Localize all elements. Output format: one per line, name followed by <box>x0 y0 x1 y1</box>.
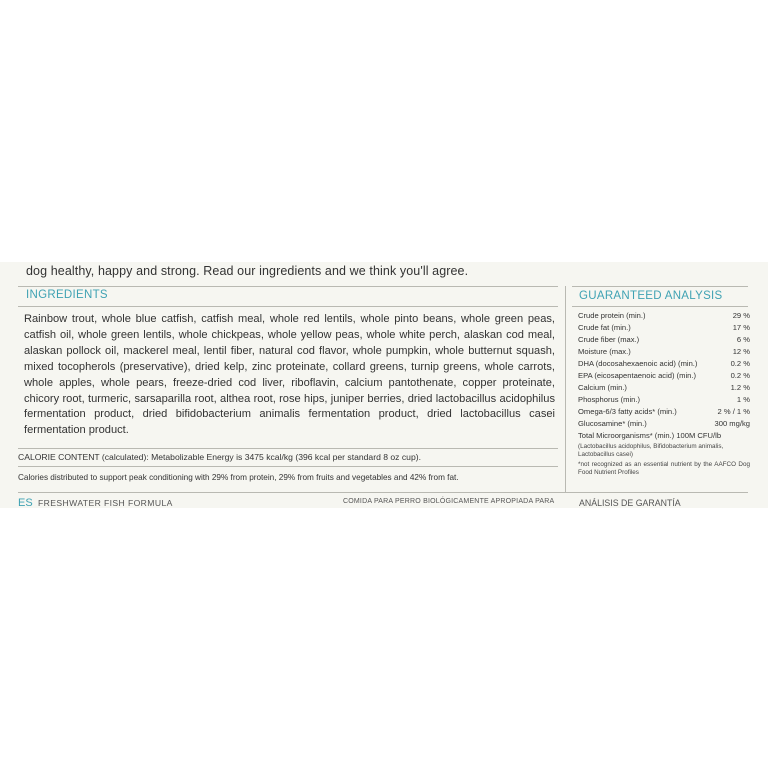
ga-nutrient: Glucosamine* (min.) <box>578 419 647 428</box>
ga-nutrient: Crude fat (min.) <box>578 323 631 332</box>
ga-value: 1.2 % <box>730 383 750 392</box>
calorie-content: CALORIE CONTENT (calculated): Metabolizable Energy is 3475 kcal/kg (396 kcal per standard 8 oz cup). <box>18 452 421 462</box>
divider-below-calorie <box>18 466 558 467</box>
ga-value: 2 % / 1 % <box>717 407 750 416</box>
ga-row <box>578 431 750 443</box>
column-divider <box>565 286 566 492</box>
ga-value: 0.2 % <box>730 371 750 380</box>
ga-nutrient: Moisture (max.) <box>578 347 631 356</box>
ga-value: 1 % <box>736 395 750 404</box>
ga-nutrient: DHA (docosahexaenoic acid) (min.) <box>578 359 698 368</box>
ga-row <box>578 419 750 431</box>
intro-text: dog healthy, happy and strong. Read our ingredients and we think you'll agree. <box>26 264 469 278</box>
guaranteed-analysis-heading: GUARANTEED ANALYSIS <box>579 290 723 302</box>
ga-row <box>578 371 750 383</box>
ga-row <box>578 359 750 371</box>
ga-row <box>578 395 750 407</box>
ga-nutrient: Crude protein (min.) <box>578 311 646 320</box>
divider-under-ingredients-heading <box>18 306 558 307</box>
spanish-description: COMIDA PARA PERRO BIOLÓGICAMENTE APROPIADA PARA <box>343 498 555 505</box>
ga-nutrient: Calcium (min.) <box>578 383 627 392</box>
ga-value: 17 % <box>732 323 750 332</box>
ga-value: 0.2 % <box>730 359 750 368</box>
ga-nutrient: EPA (eicosapentaenoic acid) (min.) <box>578 371 697 380</box>
ga-value: 29 % <box>732 311 750 320</box>
guaranteed-analysis-table <box>578 311 750 477</box>
ga-nutrient: Total Microorganisms* (min.) 100M CFU/lb <box>578 431 722 440</box>
ingredients-heading: INGREDIENTS <box>26 289 108 301</box>
ga-nutrient: Crude fiber (max.) <box>578 335 640 344</box>
divider-under-ga-heading <box>572 306 748 307</box>
ga-nutrient: Phosphorus (min.) <box>578 395 641 404</box>
language-code-es: ES <box>18 497 33 508</box>
spanish-section-header <box>0 498 768 508</box>
ga-value: 300 mg/kg <box>714 419 750 428</box>
spanish-formula-title: FRESHWATER FISH FORMULA <box>38 498 173 508</box>
microorganisms-note: (Lactobacillus acidophilus, Bifidobacterium animalis, Lactobacillus casei) <box>578 443 724 458</box>
divider-top-right <box>572 286 748 287</box>
aafco-footnote: *not recognized as an essential nutrient by the AAFCO Dog Food Nutrient Profiles <box>578 461 750 476</box>
ga-row <box>578 347 750 359</box>
ga-row <box>578 407 750 419</box>
ga-value: 6 % <box>736 335 750 344</box>
divider-above-calorie <box>18 448 558 449</box>
ga-row <box>578 323 750 335</box>
spanish-analysis-heading: ANÁLISIS DE GARANTÍA <box>579 498 681 508</box>
divider-top-left <box>18 286 558 287</box>
pet-food-label <box>0 262 768 508</box>
ga-row <box>578 383 750 395</box>
ga-nutrient: Omega-6/3 fatty acids* (min.) <box>578 407 677 416</box>
ga-row <box>578 335 750 347</box>
calories-distribution: Calories distributed to support peak conditioning with 29% from protein, 29% from fruits and vegetables and 42% from fat. <box>18 473 459 482</box>
ga-row <box>578 311 750 323</box>
ga-value: 12 % <box>732 347 750 356</box>
ingredients-text: Rainbow trout, whole blue catfish, catfish meal, whole red lentils, whole pinto beans, whole green peas, catfish oil, whole green lentils, whole chickpeas, whole yellow peas, whole white perch, alaskan cod meal, alaskan pollock oil, mackerel meal, lentil fiber, natural cod flavor, whole pumpkin, whole butternut squash, mixed tocopherols (preservative), dried kelp, zinc proteinate, collard greens, turnip greens, whole carrots, whole apples, whole pears, freeze-dried cod liver, riboflavin, calcium pantothenate, copper proteinate, chicory root, turmeric, sarsaparilla root, althea root, rose hips, juniper berries, dried lactobacillus acidophilus fermentation product, dried bifidobacterium animalis fermentation product, dried lactobacillus casei fermentation product. <box>24 313 555 437</box>
divider-above-spanish <box>18 492 748 493</box>
